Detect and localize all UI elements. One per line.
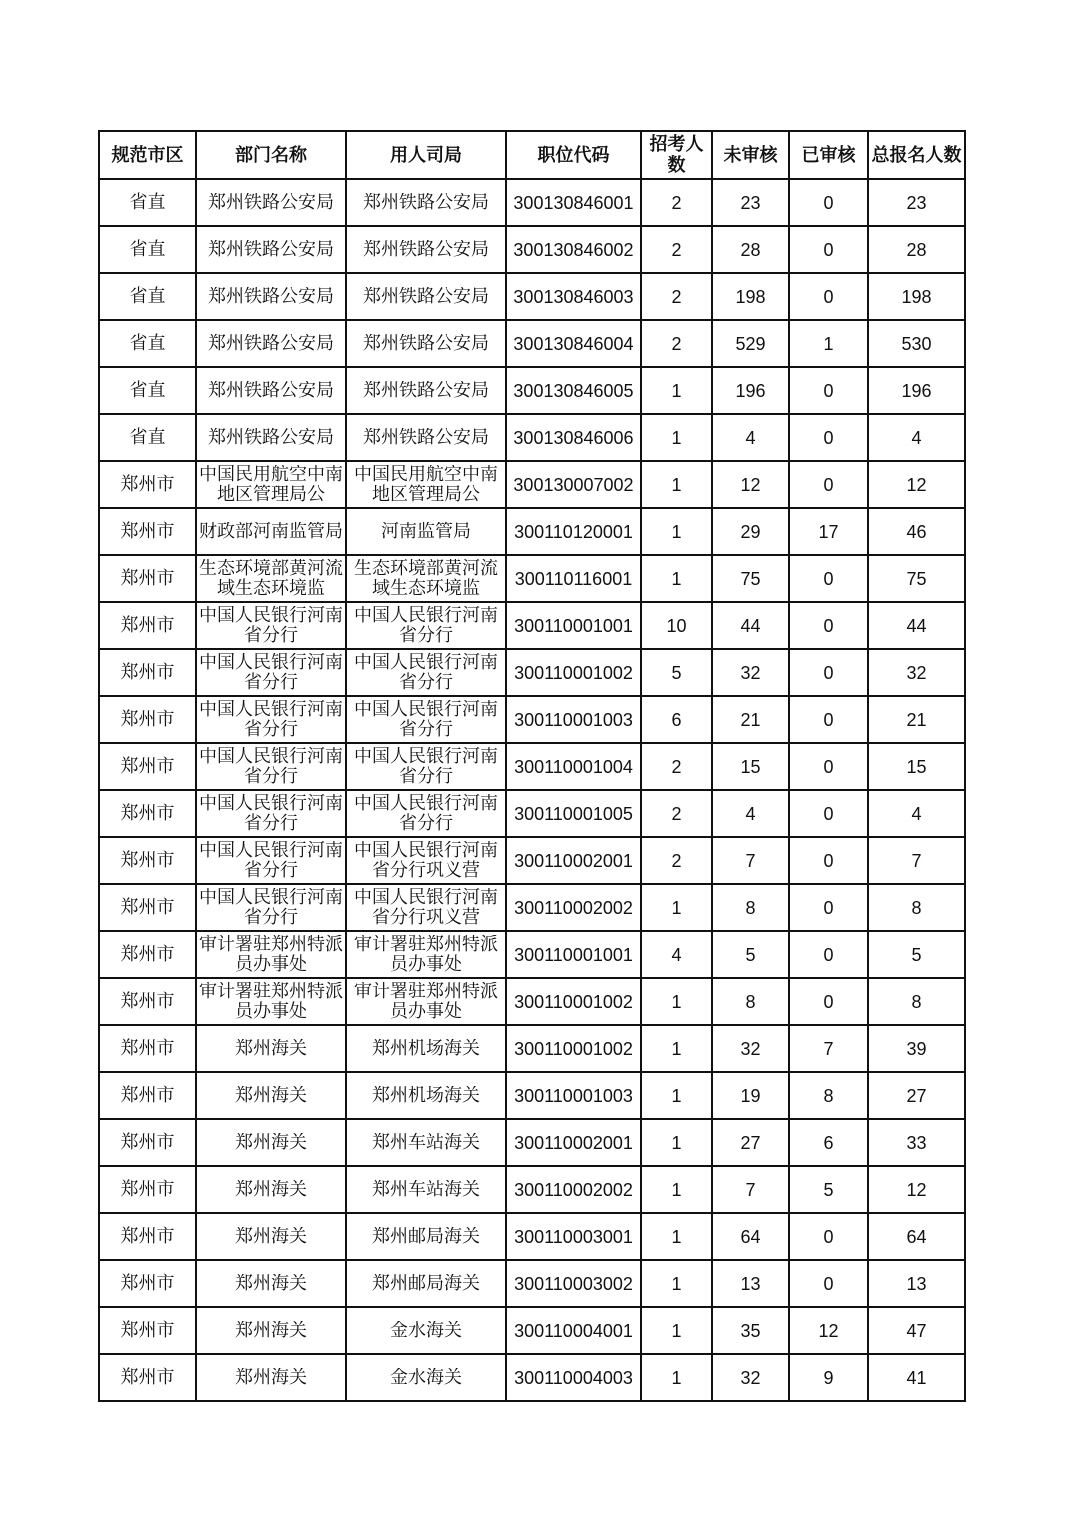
position-code-cell: 300110001003 (506, 1072, 641, 1119)
position-code-cell: 300130846006 (506, 414, 641, 461)
position-code-cell: 300110004003 (506, 1354, 641, 1401)
position-code-cell: 300110002002 (506, 1166, 641, 1213)
table-row (99, 884, 965, 931)
region-cell: 郑州市 (99, 1072, 196, 1119)
department-cell (196, 1166, 346, 1213)
reviewed-cell: 0 (789, 743, 868, 790)
bureau-cell (346, 1119, 506, 1166)
table-row (99, 555, 965, 602)
position-code-cell: 300110001005 (506, 790, 641, 837)
total-cell: 8 (868, 884, 965, 931)
bureau-cell (346, 414, 506, 461)
reviewed-cell: 1 (789, 320, 868, 367)
table-row (99, 790, 965, 837)
region-cell: 郑州市 (99, 1260, 196, 1307)
reviewed-cell: 0 (789, 602, 868, 649)
reviewed-cell: 0 (789, 790, 868, 837)
region-cell: 郑州市 (99, 884, 196, 931)
table-row (99, 367, 965, 414)
bureau-cell (346, 978, 506, 1025)
department-cell (196, 884, 346, 931)
bureau-cell-text: 中国人民银行河南省分行 (354, 746, 498, 787)
bureau-cell-text: 中国民用航空中南地区管理局公 (354, 464, 498, 505)
table-row (99, 414, 965, 461)
total-cell: 198 (868, 273, 965, 320)
bureau-cell-text: 郑州铁路公安局 (363, 286, 489, 307)
bureau-cell-text: 审计署驻郑州特派员办事处 (354, 934, 498, 975)
unreviewed-cell: 27 (712, 1119, 789, 1166)
region-cell: 省直 (99, 273, 196, 320)
table-row (99, 1025, 965, 1072)
bureau-cell (346, 555, 506, 602)
bureau-cell (346, 602, 506, 649)
col-header-unreviewed: 未审核 (712, 131, 789, 179)
bureau-cell-text: 中国人民银行河南省分行 (354, 793, 498, 834)
total-cell: 4 (868, 414, 965, 461)
table-row (99, 602, 965, 649)
department-cell-text: 财政部河南监管局 (199, 521, 343, 542)
registration-table (98, 130, 966, 1402)
bureau-cell-text: 中国人民银行河南省分行 (354, 652, 498, 693)
bureau-cell-text: 中国人民银行河南省分行巩义营 (354, 840, 498, 881)
reviewed-cell: 0 (789, 1213, 868, 1260)
department-cell (196, 1307, 346, 1354)
recruit-count-cell: 2 (641, 743, 712, 790)
table-row (99, 649, 965, 696)
bureau-cell-text: 金水海关 (390, 1320, 462, 1341)
department-cell (196, 179, 346, 226)
department-cell-text: 生态环境部黄河流域生态环境监 (199, 558, 343, 599)
region-cell: 郑州市 (99, 1307, 196, 1354)
total-cell: 12 (868, 1166, 965, 1213)
total-cell: 530 (868, 320, 965, 367)
bureau-cell-text: 郑州车站海关 (372, 1132, 480, 1153)
department-cell-text: 郑州铁路公安局 (208, 333, 334, 354)
department-cell (196, 1119, 346, 1166)
position-code-cell: 300130007002 (506, 461, 641, 508)
table-row (99, 1166, 965, 1213)
table-row (99, 931, 965, 978)
department-cell (196, 461, 346, 508)
unreviewed-cell: 529 (712, 320, 789, 367)
recruit-count-cell: 1 (641, 1119, 712, 1166)
total-cell: 27 (868, 1072, 965, 1119)
recruit-count-cell: 1 (641, 367, 712, 414)
recruit-count-cell: 5 (641, 649, 712, 696)
position-code-cell: 300110002001 (506, 837, 641, 884)
region-cell: 郑州市 (99, 743, 196, 790)
total-cell: 41 (868, 1354, 965, 1401)
bureau-cell (346, 696, 506, 743)
region-cell: 郑州市 (99, 1354, 196, 1401)
bureau-cell-text: 郑州铁路公安局 (363, 192, 489, 213)
unreviewed-cell: 21 (712, 696, 789, 743)
department-cell (196, 1354, 346, 1401)
col-header-total-applicants: 总报名人数 (868, 131, 965, 179)
recruit-count-cell: 10 (641, 602, 712, 649)
total-cell: 28 (868, 226, 965, 273)
department-cell-text: 中国人民银行河南省分行 (199, 887, 343, 928)
position-code-cell: 300110004001 (506, 1307, 641, 1354)
unreviewed-cell: 198 (712, 273, 789, 320)
department-cell-text: 中国人民银行河南省分行 (199, 793, 343, 834)
bureau-cell (346, 743, 506, 790)
region-cell: 郑州市 (99, 555, 196, 602)
unreviewed-cell: 13 (712, 1260, 789, 1307)
total-cell: 8 (868, 978, 965, 1025)
department-cell (196, 931, 346, 978)
total-cell: 32 (868, 649, 965, 696)
table-row (99, 1260, 965, 1307)
recruit-count-cell: 1 (641, 508, 712, 555)
reviewed-cell: 0 (789, 978, 868, 1025)
unreviewed-cell: 32 (712, 1354, 789, 1401)
bureau-cell (346, 320, 506, 367)
reviewed-cell: 0 (789, 1260, 868, 1307)
unreviewed-cell: 15 (712, 743, 789, 790)
department-cell (196, 1260, 346, 1307)
total-cell: 13 (868, 1260, 965, 1307)
total-cell: 12 (868, 461, 965, 508)
recruit-count-cell: 1 (641, 1307, 712, 1354)
recruit-count-cell: 1 (641, 978, 712, 1025)
department-cell-text: 郑州海关 (235, 1320, 307, 1341)
reviewed-cell: 0 (789, 367, 868, 414)
recruit-count-cell: 1 (641, 555, 712, 602)
bureau-cell (346, 649, 506, 696)
region-cell: 省直 (99, 320, 196, 367)
region-cell: 省直 (99, 414, 196, 461)
total-cell: 47 (868, 1307, 965, 1354)
region-cell: 郑州市 (99, 837, 196, 884)
table-row (99, 696, 965, 743)
total-cell: 21 (868, 696, 965, 743)
department-cell-text: 郑州海关 (235, 1038, 307, 1059)
unreviewed-cell: 8 (712, 884, 789, 931)
reviewed-cell: 0 (789, 414, 868, 461)
col-header-region: 规范市区 (99, 131, 196, 179)
department-cell-text: 中国人民银行河南省分行 (199, 746, 343, 787)
region-cell: 郑州市 (99, 1213, 196, 1260)
region-cell: 郑州市 (99, 790, 196, 837)
position-code-cell: 300110001001 (506, 931, 641, 978)
department-cell (196, 978, 346, 1025)
reviewed-cell: 7 (789, 1025, 868, 1072)
department-cell-text: 郑州海关 (235, 1226, 307, 1247)
bureau-cell (346, 790, 506, 837)
total-cell: 75 (868, 555, 965, 602)
unreviewed-cell: 196 (712, 367, 789, 414)
recruit-count-cell: 2 (641, 273, 712, 320)
bureau-cell (346, 179, 506, 226)
recruit-count-cell: 1 (641, 414, 712, 461)
bureau-cell (346, 1072, 506, 1119)
bureau-cell-text: 郑州机场海关 (372, 1085, 480, 1106)
unreviewed-cell: 12 (712, 461, 789, 508)
recruit-count-cell: 1 (641, 1072, 712, 1119)
department-cell (196, 226, 346, 273)
reviewed-cell: 0 (789, 555, 868, 602)
region-cell: 郑州市 (99, 508, 196, 555)
reviewed-cell: 0 (789, 179, 868, 226)
total-cell: 4 (868, 790, 965, 837)
bureau-cell (346, 1213, 506, 1260)
department-cell (196, 649, 346, 696)
department-cell-text: 郑州海关 (235, 1367, 307, 1388)
department-cell-text: 中国人民银行河南省分行 (199, 699, 343, 740)
department-cell (196, 1213, 346, 1260)
bureau-cell (346, 461, 506, 508)
bureau-cell (346, 1307, 506, 1354)
total-cell: 15 (868, 743, 965, 790)
department-cell-text: 郑州铁路公安局 (208, 239, 334, 260)
department-cell-text: 审计署驻郑州特派员办事处 (199, 981, 343, 1022)
region-cell: 省直 (99, 367, 196, 414)
recruit-count-cell: 2 (641, 790, 712, 837)
department-cell-text: 郑州海关 (235, 1179, 307, 1200)
recruit-count-cell: 1 (641, 884, 712, 931)
unreviewed-cell: 32 (712, 649, 789, 696)
position-code-cell: 300110120001 (506, 508, 641, 555)
position-code-cell: 300110003002 (506, 1260, 641, 1307)
reviewed-cell: 17 (789, 508, 868, 555)
recruit-count-cell: 2 (641, 837, 712, 884)
department-cell (196, 1072, 346, 1119)
unreviewed-cell: 28 (712, 226, 789, 273)
position-code-cell: 300110116001 (506, 555, 641, 602)
position-code-cell: 300110002001 (506, 1119, 641, 1166)
position-code-cell: 300110001002 (506, 649, 641, 696)
total-cell: 196 (868, 367, 965, 414)
bureau-cell-text: 郑州车站海关 (372, 1179, 480, 1200)
reviewed-cell: 6 (789, 1119, 868, 1166)
table-row (99, 1354, 965, 1401)
col-header-bureau: 用人司局 (346, 131, 506, 179)
reviewed-cell: 0 (789, 884, 868, 931)
table-row (99, 179, 965, 226)
reviewed-cell: 0 (789, 837, 868, 884)
unreviewed-cell: 29 (712, 508, 789, 555)
bureau-cell (346, 508, 506, 555)
unreviewed-cell: 7 (712, 1166, 789, 1213)
region-cell: 郑州市 (99, 931, 196, 978)
bureau-cell (346, 837, 506, 884)
position-code-cell: 300110001002 (506, 1025, 641, 1072)
region-cell: 郑州市 (99, 1025, 196, 1072)
region-cell: 郑州市 (99, 978, 196, 1025)
department-cell-text: 中国人民银行河南省分行 (199, 652, 343, 693)
table-row (99, 978, 965, 1025)
unreviewed-cell: 4 (712, 790, 789, 837)
table-row (99, 273, 965, 320)
department-cell-text: 中国民用航空中南地区管理局公 (199, 464, 343, 505)
bureau-cell (346, 884, 506, 931)
bureau-cell-text: 河南监管局 (381, 521, 471, 542)
position-code-cell: 300110002002 (506, 884, 641, 931)
recruit-count-cell: 2 (641, 320, 712, 367)
recruit-count-cell: 6 (641, 696, 712, 743)
department-cell (196, 1025, 346, 1072)
department-cell (196, 508, 346, 555)
recruit-count-cell: 2 (641, 226, 712, 273)
position-code-cell: 300130846005 (506, 367, 641, 414)
bureau-cell-text: 郑州铁路公安局 (363, 380, 489, 401)
position-code-cell: 300110001004 (506, 743, 641, 790)
table-row (99, 226, 965, 273)
unreviewed-cell: 44 (712, 602, 789, 649)
recruit-count-cell: 1 (641, 1166, 712, 1213)
reviewed-cell: 0 (789, 649, 868, 696)
region-cell: 郑州市 (99, 696, 196, 743)
bureau-cell (346, 1260, 506, 1307)
total-cell: 39 (868, 1025, 965, 1072)
department-cell-text: 郑州铁路公安局 (208, 427, 334, 448)
unreviewed-cell: 75 (712, 555, 789, 602)
bureau-cell (346, 931, 506, 978)
department-cell (196, 414, 346, 461)
table-row (99, 508, 965, 555)
unreviewed-cell: 35 (712, 1307, 789, 1354)
bureau-cell (346, 1354, 506, 1401)
recruit-count-cell: 1 (641, 461, 712, 508)
position-code-cell: 300110003001 (506, 1213, 641, 1260)
unreviewed-cell: 23 (712, 179, 789, 226)
department-cell-text: 郑州铁路公安局 (208, 380, 334, 401)
region-cell: 郑州市 (99, 649, 196, 696)
reviewed-cell: 0 (789, 931, 868, 978)
table-row (99, 1119, 965, 1166)
bureau-cell (346, 273, 506, 320)
table-row (99, 1213, 965, 1260)
col-header-recruit-count: 招考人数 (641, 131, 712, 179)
recruit-count-cell: 4 (641, 931, 712, 978)
col-header-reviewed: 已审核 (789, 131, 868, 179)
bureau-cell-text: 郑州铁路公安局 (363, 333, 489, 354)
department-cell (196, 320, 346, 367)
reviewed-cell: 0 (789, 461, 868, 508)
department-cell (196, 696, 346, 743)
total-cell: 44 (868, 602, 965, 649)
total-cell: 33 (868, 1119, 965, 1166)
recruit-count-cell: 1 (641, 1354, 712, 1401)
unreviewed-cell: 8 (712, 978, 789, 1025)
bureau-cell-text: 郑州铁路公安局 (363, 427, 489, 448)
unreviewed-cell: 4 (712, 414, 789, 461)
department-cell-text: 审计署驻郑州特派员办事处 (199, 934, 343, 975)
department-cell (196, 367, 346, 414)
table-body (99, 179, 965, 1401)
bureau-cell-text: 郑州邮局海关 (372, 1273, 480, 1294)
table-header-row (99, 131, 965, 179)
department-cell-text: 郑州海关 (235, 1132, 307, 1153)
bureau-cell-text: 金水海关 (390, 1367, 462, 1388)
table-row (99, 1072, 965, 1119)
department-cell (196, 602, 346, 649)
reviewed-cell: 0 (789, 226, 868, 273)
bureau-cell-text: 中国人民银行河南省分行巩义营 (354, 887, 498, 928)
total-cell: 64 (868, 1213, 965, 1260)
table-row (99, 743, 965, 790)
bureau-cell (346, 367, 506, 414)
region-cell: 郑州市 (99, 602, 196, 649)
reviewed-cell: 9 (789, 1354, 868, 1401)
total-cell: 23 (868, 179, 965, 226)
bureau-cell-text: 郑州机场海关 (372, 1038, 480, 1059)
position-code-cell: 300130846004 (506, 320, 641, 367)
table-row (99, 1307, 965, 1354)
col-header-department: 部门名称 (196, 131, 346, 179)
recruit-count-cell: 1 (641, 1025, 712, 1072)
region-cell: 郑州市 (99, 1119, 196, 1166)
table-row (99, 320, 965, 367)
region-cell: 郑州市 (99, 1166, 196, 1213)
region-cell: 郑州市 (99, 461, 196, 508)
department-cell-text: 郑州铁路公安局 (208, 192, 334, 213)
reviewed-cell: 5 (789, 1166, 868, 1213)
position-code-cell: 300130846002 (506, 226, 641, 273)
bureau-cell-text: 中国人民银行河南省分行 (354, 699, 498, 740)
department-cell-text: 中国人民银行河南省分行 (199, 840, 343, 881)
position-code-cell: 300130846003 (506, 273, 641, 320)
department-cell (196, 837, 346, 884)
bureau-cell (346, 226, 506, 273)
total-cell: 46 (868, 508, 965, 555)
recruit-count-cell: 1 (641, 1260, 712, 1307)
bureau-cell-text: 郑州邮局海关 (372, 1226, 480, 1247)
table-row (99, 837, 965, 884)
department-cell (196, 743, 346, 790)
unreviewed-cell: 64 (712, 1213, 789, 1260)
reviewed-cell: 12 (789, 1307, 868, 1354)
unreviewed-cell: 7 (712, 837, 789, 884)
unreviewed-cell: 32 (712, 1025, 789, 1072)
position-code-cell: 300110001001 (506, 602, 641, 649)
bureau-cell (346, 1166, 506, 1213)
position-code-cell: 300110001003 (506, 696, 641, 743)
department-cell-text: 郑州铁路公安局 (208, 286, 334, 307)
position-code-cell: 300130846001 (506, 179, 641, 226)
department-cell-text: 郑州海关 (235, 1273, 307, 1294)
department-cell-text: 郑州海关 (235, 1085, 307, 1106)
bureau-cell-text: 郑州铁路公安局 (363, 239, 489, 260)
region-cell: 省直 (99, 179, 196, 226)
department-cell (196, 790, 346, 837)
bureau-cell-text: 生态环境部黄河流域生态环境监 (354, 558, 498, 599)
recruit-count-cell: 2 (641, 179, 712, 226)
bureau-cell (346, 1025, 506, 1072)
col-header-position-code: 职位代码 (506, 131, 641, 179)
unreviewed-cell: 19 (712, 1072, 789, 1119)
reviewed-cell: 0 (789, 696, 868, 743)
reviewed-cell: 0 (789, 273, 868, 320)
reviewed-cell: 8 (789, 1072, 868, 1119)
total-cell: 7 (868, 837, 965, 884)
position-code-cell: 300110001002 (506, 978, 641, 1025)
department-cell (196, 555, 346, 602)
department-cell (196, 273, 346, 320)
recruit-count-cell: 1 (641, 1213, 712, 1260)
unreviewed-cell: 5 (712, 931, 789, 978)
total-cell: 5 (868, 931, 965, 978)
table-row (99, 461, 965, 508)
region-cell: 省直 (99, 226, 196, 273)
bureau-cell-text: 中国人民银行河南省分行 (354, 605, 498, 646)
department-cell-text: 中国人民银行河南省分行 (199, 605, 343, 646)
bureau-cell-text: 审计署驻郑州特派员办事处 (354, 981, 498, 1022)
